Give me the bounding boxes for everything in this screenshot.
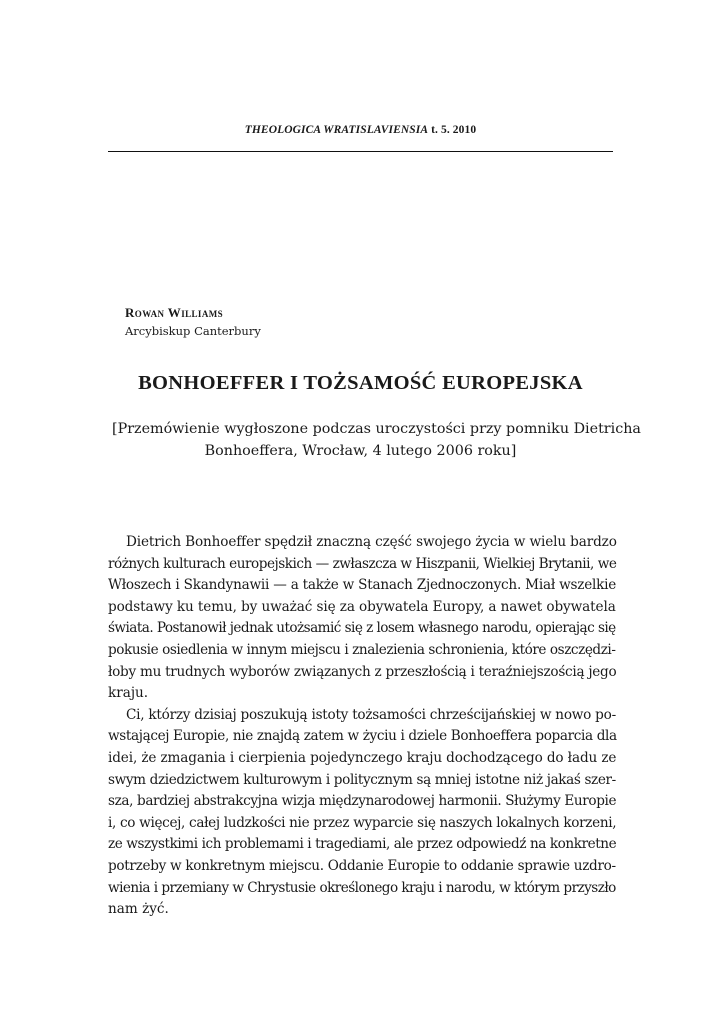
text-line: łoby mu trudnych wyborów związanych z przeszłością i teraźniejszością jego (108, 663, 617, 680)
text-line: Włoszech i Skandynawii — a także w Stanach Zjednoczonych. Miał wszelkie (108, 577, 617, 594)
text-line: pokusie osiedlenia w innym miejscu i znalezienia schronienia, które oszczędzi- (108, 641, 616, 658)
author-name: Rowan Williams (125, 305, 224, 320)
journal-volume: t. 5. 2010 (431, 124, 477, 136)
paragraph-1 (108, 532, 616, 705)
text-line: swym dziedzictwem kulturowym i politycznym są mniej istotne niż jakaś szer- (108, 771, 616, 788)
subtitle-line: [Przemówienie wygłoszone podczas uroczystości przy pomniku Dietricha (112, 421, 641, 437)
text-line: idei, że zmagania i cierpienia pojedynczego kraju dochodzącego do ładu ze (108, 749, 617, 766)
text-line: potrzeby w konkretnym miejscu. Oddanie Europie to oddanie sprawie uzdro- (108, 857, 616, 874)
header-rule (108, 151, 613, 152)
author-affiliation: Arcybiskup Canterbury (125, 324, 261, 338)
running-head (108, 124, 613, 136)
text-line: wstającej Europie, nie znajdą zatem w życiu i dziele Bonhoeffera poparcia dla (108, 728, 617, 745)
paragraph-2 (108, 705, 616, 921)
subtitle-line: Bonhoeffera, Wrocław, 4 lutego 2006 roku] (204, 443, 517, 459)
text-line: sza, bardziej abstrakcyjna wizja międzynarodowej harmonii. Służymy Europie (108, 793, 617, 810)
text-line: świata. Postanowił jednak utożsamić się z losem własnego narodu, opierając się (108, 620, 616, 637)
text-line: podstawy ku temu, by uważać się za obywatela Europy, a nawet obywatela (108, 598, 616, 615)
text-line: ze wszystkimi ich problemami i tragediami, ale przez odpowiedź na konkretne (108, 836, 617, 853)
text-line: nam żyć. (108, 901, 169, 918)
article-title: BONHOEFFER I TOŻSAMOŚĆ EUROPEJSKA (138, 372, 583, 394)
text-line: Ci, którzy dzisiaj poszukują istoty tożsamości chrześcijańskiej w nowo po- (126, 706, 616, 723)
text-line: wienia i przemiany w Chrystusie określonego kraju i narodu, w którym przyszło (108, 879, 616, 896)
article-subtitle (112, 418, 641, 462)
journal-name: THEOLOGICA WRATISLAVIENSIA (244, 124, 429, 136)
body-text (108, 532, 616, 921)
text-line: Dietrich Bonhoeffer spędził znaczną część swojego życia w wielu bardzo (126, 534, 617, 550)
text-line: różnych kulturach europejskich — zwłaszcza w Hiszpanii, Wielkiej Brytanii, we (108, 555, 617, 572)
text-line: i, co więcej, całej ludzkości nie przez wyparcie się naszych lokalnych korzeni, (108, 814, 617, 831)
text-line: kraju. (108, 685, 149, 702)
